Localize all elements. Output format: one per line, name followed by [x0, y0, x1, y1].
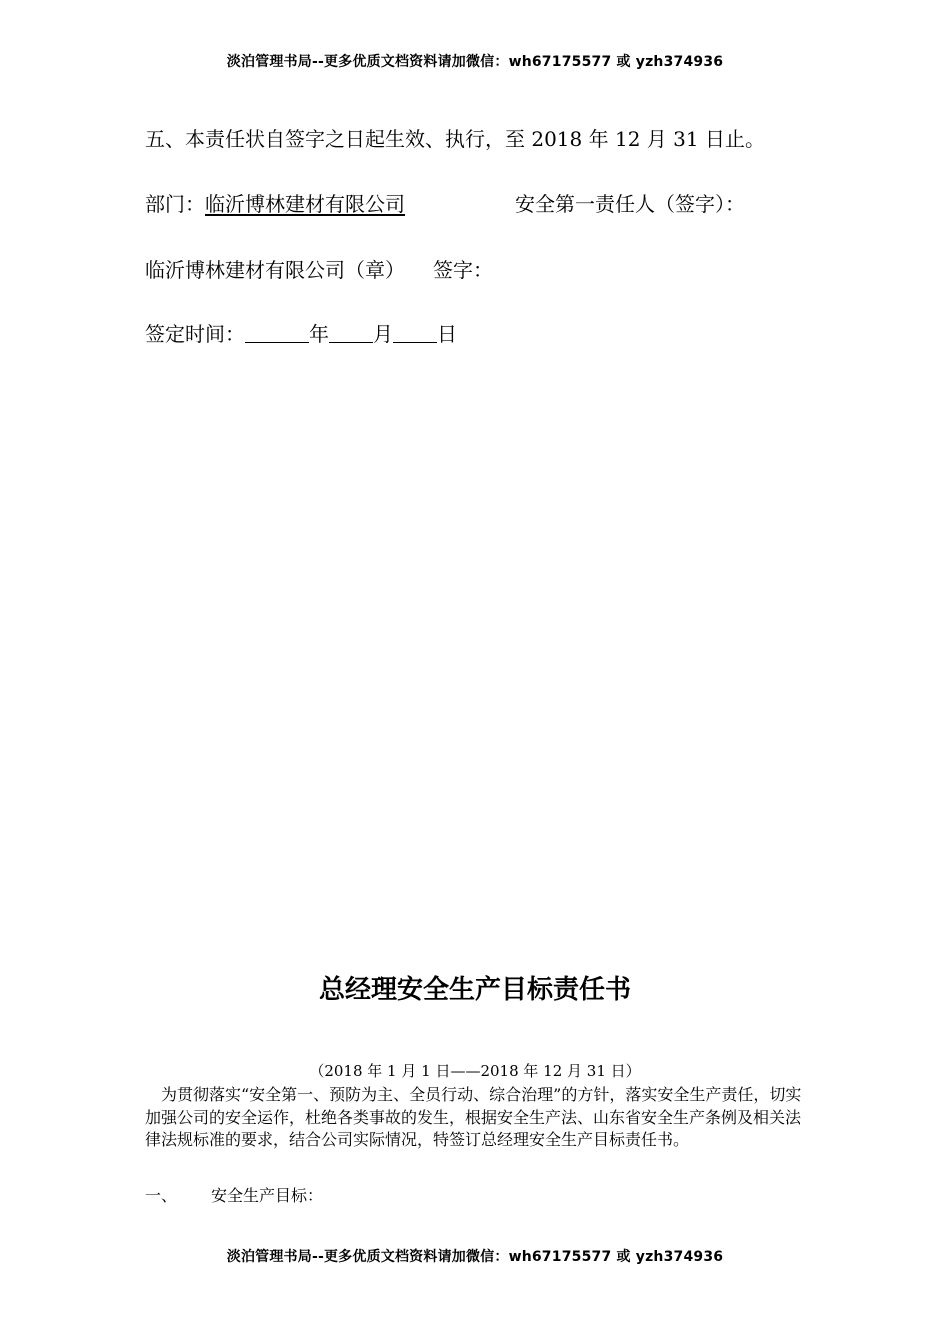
day-label: 日 [437, 322, 457, 346]
department-line [145, 190, 745, 218]
month-label: 月 [373, 322, 393, 346]
document-title: 总经理安全生产目标责任书 [318, 975, 631, 1005]
section-heading-1 [145, 1185, 323, 1207]
day-blank [393, 341, 437, 343]
department-name: 临沂博林建材有限公司 [205, 192, 405, 216]
year-blank [245, 341, 309, 343]
company-seal-line [145, 256, 493, 284]
clause-five: 五、本责任状自签字之日起生效、执行，至 2018 年 12 月 31 日止。 [145, 127, 765, 151]
document-period: （2018 年 1 月 1 日——2018 年 12 月 31 日） [309, 1062, 641, 1080]
intro-paragraph: 为贯彻落实“安全第一、预防为主、全员行动、综合治理”的方针，落实安全生产责任，切实加强公司的安全运作，杜绝各类事故的发生，根据安全生产法、山东省安全生产条例及相关法律法规标准的要求，结合公司实际情况，特签订总经理安全生产目标责任书。 [145, 1085, 802, 1149]
company-seal-label: 临沂博林建材有限公司（章） [145, 258, 405, 282]
year-label: 年 [309, 322, 329, 346]
sign-date-label: 签定时间： [145, 322, 245, 346]
sign-label: 签字： [433, 258, 493, 282]
responsible-person-label: 安全第一责任人（签字）： [515, 192, 745, 216]
department-label: 部门： [145, 192, 205, 216]
page-header: 淡泊管理书局--更多优质文档资料请加微信：wh67175577 或 yzh374936 [226, 54, 724, 70]
month-blank [329, 341, 373, 343]
section-number: 一、 [145, 1186, 178, 1205]
page-footer: 淡泊管理书局--更多优质文档资料请加微信：wh67175577 或 yzh374936 [226, 1249, 724, 1265]
section-title: 安全生产目标： [211, 1186, 324, 1205]
sign-date-line [145, 320, 457, 348]
